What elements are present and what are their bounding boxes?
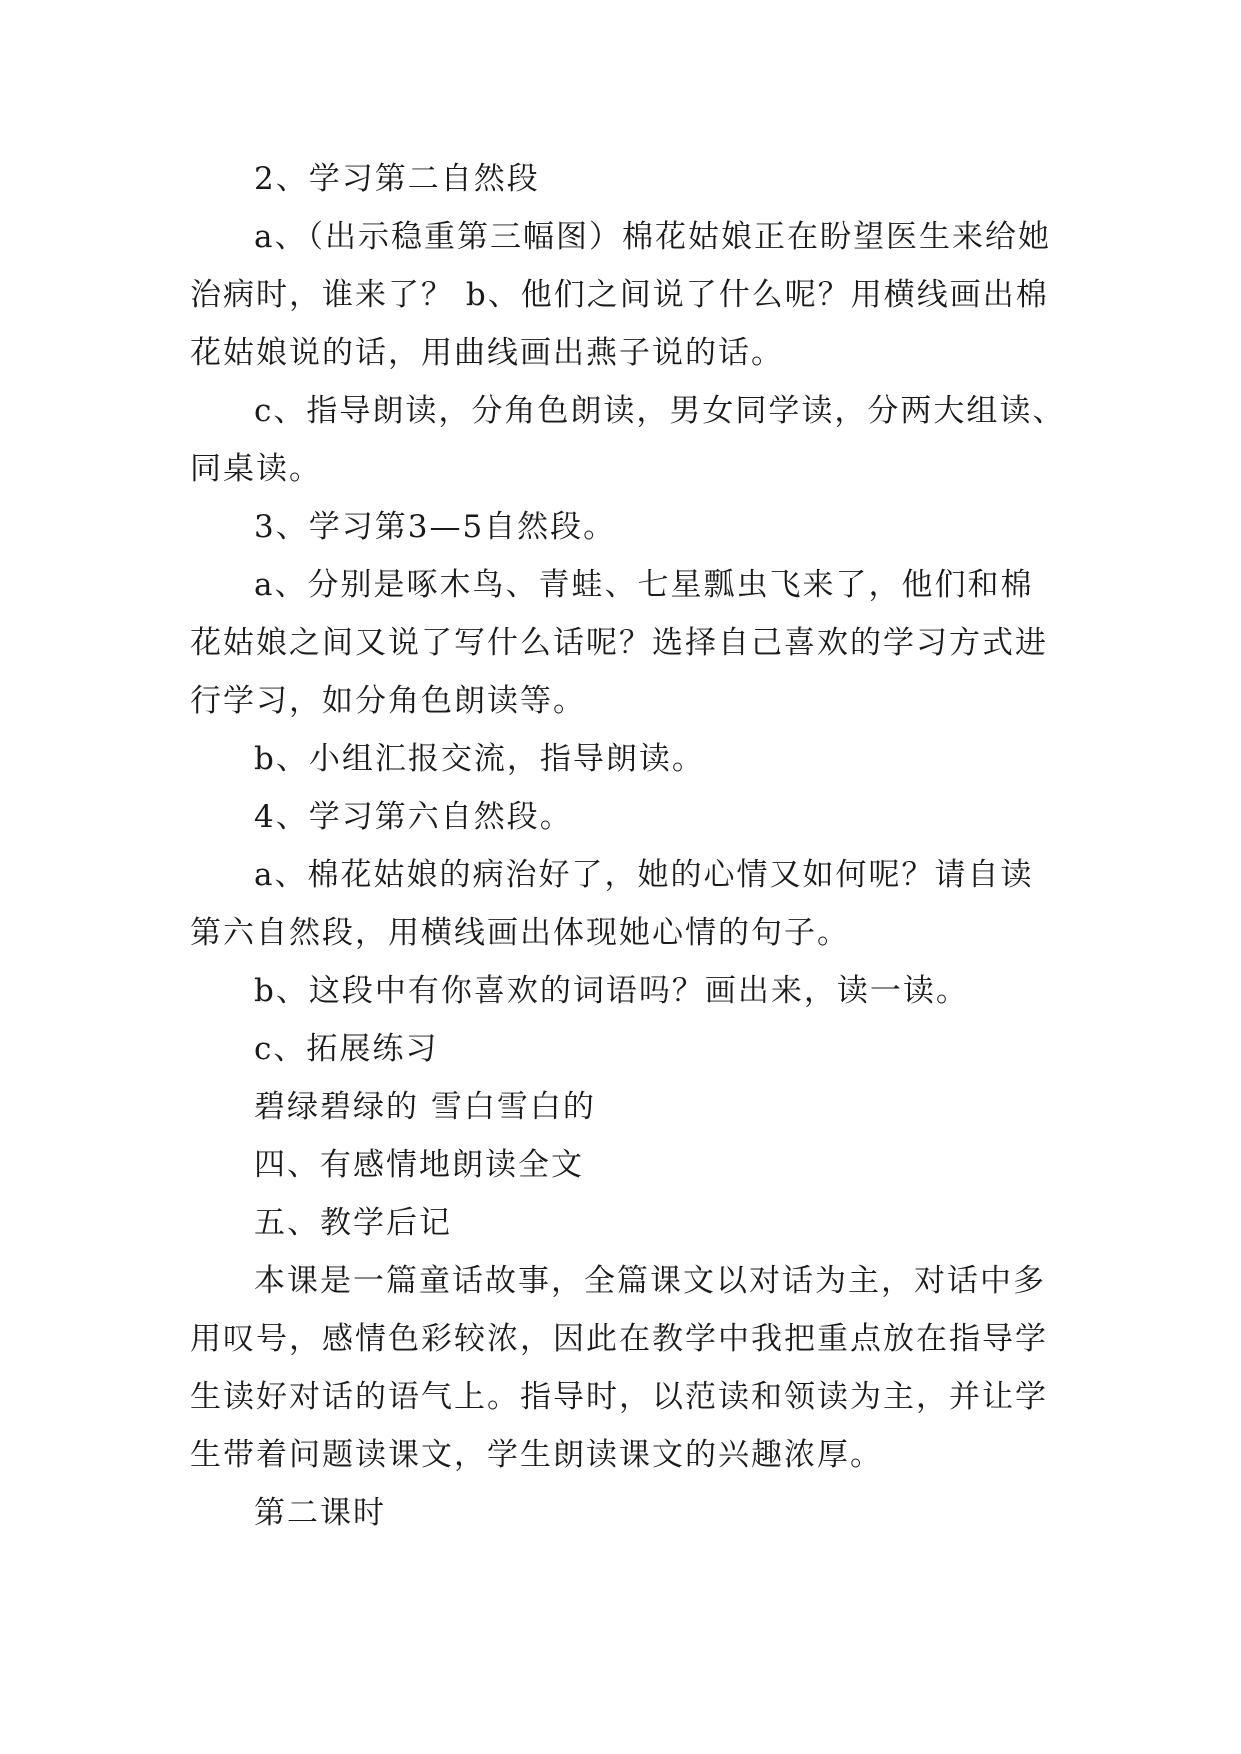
paragraph-extension-words: 碧绿碧绿的 雪白雪白的 xyxy=(254,1089,596,1125)
paragraph-step-3b: b、小组汇报交流，指导朗读。 xyxy=(254,741,705,777)
paragraph-step-2a: a、（出示稳重第三幅图）棉花姑娘正在盼望医生来给她治病时，谁来了？ b、他们之间说了什么呢？用横线画出棉花姑娘说的话，用曲线画出燕子说的话。 xyxy=(190,219,1051,371)
paragraph-step-4-heading: 4、学习第六自然段。 xyxy=(254,799,573,835)
document-body xyxy=(190,150,1066,1542)
paragraph-teaching-notes: 本课是一篇童话故事，全篇课文以对话为主，对话中多用叹号，感情色彩较浓，因此在教学中我把重点放在指导学生读好对话的语气上。指导时，以范读和领读为主，并让学生带着问题读课文，学生朗读课文的兴趣浓厚。 xyxy=(190,1263,1048,1473)
paragraph-step-2c: c、指导朗读，分角色朗读，男女同学读，分两大组读、同桌读。 xyxy=(190,393,1066,487)
paragraph-step-4b: b、这段中有你喜欢的词语吗？画出来，读一读。 xyxy=(254,973,969,1009)
section-heading-five: 五、教学后记 xyxy=(254,1205,452,1241)
paragraph-step-2-heading: 2、学习第二自然段 xyxy=(254,161,540,197)
paragraph-step-3-heading: 3、学习第3—5自然段。 xyxy=(254,509,617,545)
paragraph-step-4c: c、拓展练习 xyxy=(254,1031,439,1067)
section-heading-second-lesson: 第二课时 xyxy=(254,1495,386,1531)
section-heading-four: 四、有感情地朗读全文 xyxy=(254,1147,584,1183)
paragraph-step-4a: a、棉花姑娘的病治好了，她的心情又如何呢？请自读第六自然段，用横线画出体现她心情的句子。 xyxy=(190,857,1034,951)
paragraph-step-3a: a、分别是啄木鸟、青蛙、七星瓢虫飞来了，他们和棉花姑娘之间又说了写什么话呢？选择自己喜欢的学习方式进行学习，如分角色朗读等。 xyxy=(190,567,1048,719)
